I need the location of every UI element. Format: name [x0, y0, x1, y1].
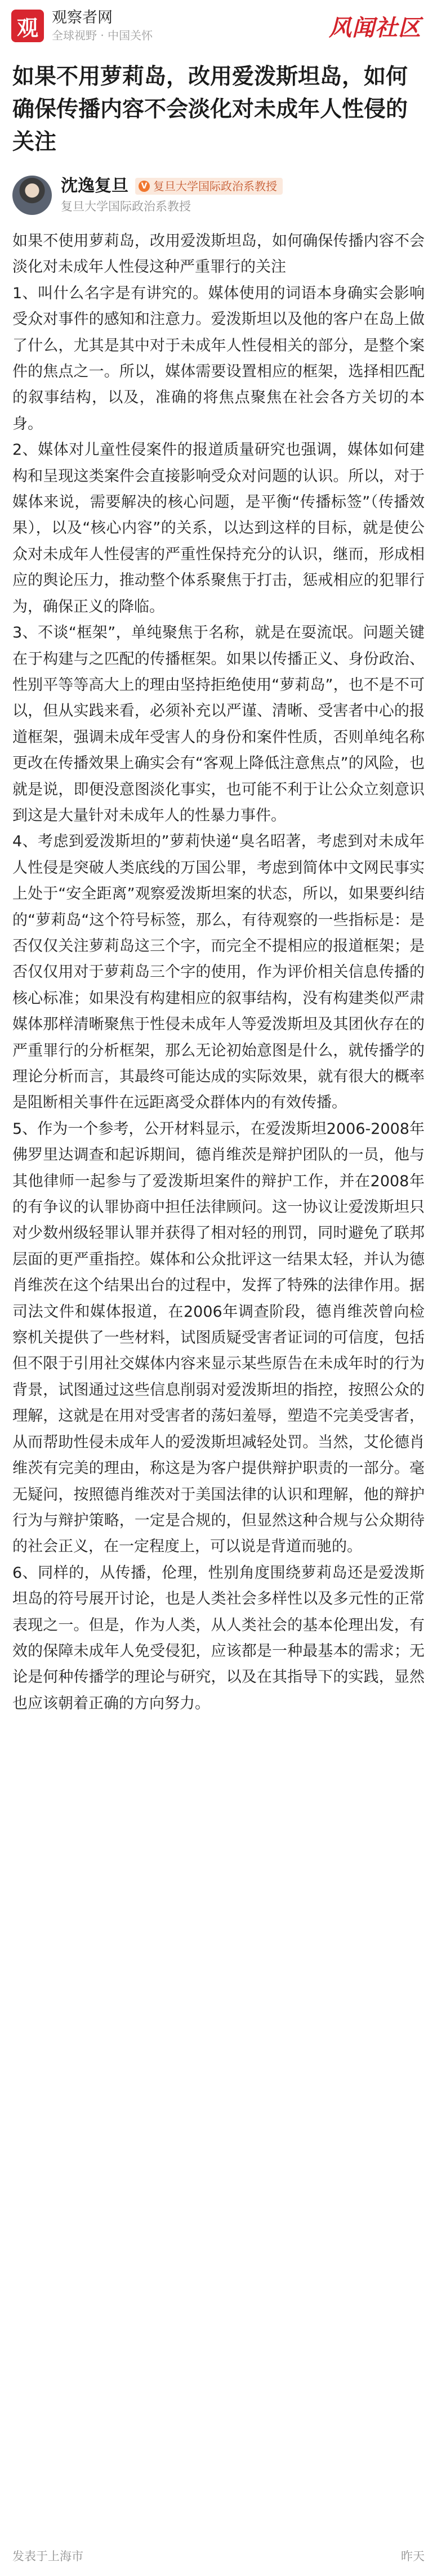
site-header [0, 0, 437, 52]
article-title: 如果不用萝莉岛，改用爱泼斯坦岛，如何确保传播内容不会淡化对未成年人性侵的关注 [12, 64, 408, 155]
brand-slogan: 全球视野 · 中国关怀 [52, 29, 153, 42]
publish-location: 发表于上海市 [12, 2550, 83, 2563]
author-row [61, 175, 283, 198]
paragraph: 4、考虑到爱泼斯坦的”萝莉快递“臭名昭著，考虑到对未成年人性侵是突破人类底线的万国公罪，考虑到简体中文网民事实上处于“安全距离”观察爱泼斯坦案的状态，所以，如果要纠结的“萝莉岛“这个符号标签，那么，有待观察的一些指标是：是否仅仅关注萝莉岛这三个字，而完全不提相应的报道框架；是否仅仅用对于萝莉岛三个字的使用，作为评价相关信息传播的核心标准；如果没有构建相应的叙事结构，没有构建类似严肃媒体那样清晰聚焦于性侵未成年人等爱泼斯坦及其团伙存在的严重罪行的分析框架，那么无论初始意图是什么，就传播学的理论分析而言，其最终可能达成的实际效果，就有很大的概率是阻断相关事件在远距离受众群体内的有效传播。 [12, 833, 425, 1112]
brand[interactable] [52, 8, 153, 43]
author-avatar[interactable] [12, 176, 52, 215]
paragraph: 6、同样的，从传播，伦理，性别角度围绕萝莉岛还是爱泼斯坦岛的符号展开讨论，也是人类社会多样性以及多元性的正常表现之一。但是，作为人类，从人类社会的基本伦理出发，有效的保障未成年人免受侵犯，应该都是一种最基本的需求；无论是何种传播学的理论与研究，以及在其指导下的实践，显然也应该朝着正确的方向努力。 [12, 1564, 425, 1712]
guancha-logo-icon[interactable]: 观 [11, 10, 44, 42]
article-body [12, 228, 425, 1717]
author-name[interactable]: 沈逸复旦 [61, 176, 128, 196]
verified-icon: V [139, 181, 150, 192]
brand-name: 观察者网 [52, 9, 113, 26]
paragraph: 3、不谈“框架”，单纯聚焦于名称，就是在耍流氓。问题关键在于构建与之匹配的传播框架。如果以传播正义、身份政治、性别平等等高大上的理由坚持拒绝使用“萝莉岛”，也不是不可以，但从实践来看，必须补充以严谨、清晰、受害者中心的报道框架，强调未成年受害人的身份和案件性质，否则单纯名称更改在传播效果上确实会有“客观上降低注意焦点”的风险，也就是说，即便没意图淡化事实，也可能不利于让公众立刻意识到这是大量针对未成年人的性暴力事件。 [12, 624, 425, 824]
verified-badge [135, 178, 283, 195]
paragraph: 如果不使用萝莉岛，改用爱泼斯坦岛，如何确保传播内容不会淡化对未成年人性侵这种严重罪行的关注 [12, 232, 425, 276]
publish-time: 昨天 [401, 2550, 425, 2563]
fengwen-community-logo[interactable]: 风闻社区 [329, 15, 421, 41]
author-description: 复旦大学国际政治系教授 [61, 200, 191, 213]
paragraph: 2、媒体对儿童性侵案件的报道质量研究也强调，媒体如何建构和呈现这类案件会直接影响受众对问题的认识。所以，对于媒体来说，需要解决的核心问题，是平衡“传播标签”（传播效果），以及“核心内容”的关系，以达到这样的目标，就是使公众对未成年人性侵害的严重性保持充分的认识，继而，形成相应的舆论压力，推动整个体系聚焦于打击，惩戒相应的犯罪行为，确保正义的降临。 [12, 441, 425, 616]
author-block [12, 172, 425, 218]
verified-badge-label: 复旦大学国际政治系教授 [153, 179, 277, 193]
author-info [61, 175, 283, 216]
article-footer [12, 2544, 425, 2567]
paragraph: 5、作为一个参考，公开材料显示，在爱泼斯坦2006-2008年佛罗里达调查和起诉期间，德肖维茨是辩护团队的一员，他与其他律师一起参与了爱泼斯坦案件的辩护工作，并在2008年的有争议的认罪协商中担任法律顾问。这一协议让爱泼斯坦只对少数州级轻罪认罪并获得了相对轻的刑罚，同时避免了联邦层面的更严重指控。媒体和公众批评这一结果太轻，并认为德肖维茨在这个结果出台的过程中，发挥了特殊的法律作用。据司法文件和媒体报道，在2006年调查阶段，德肖维茨曾向检察机关提供了一些材料，试图质疑受害者证词的可信度，包括但不限于引用社交媒体内容来显示某些原告在未成年时的行为背景，试图通过这些信息削弱对爱泼斯坦的指控，按照公众的理解，这就是在用对受害者的荡妇羞辱，塑造不完美受害者，从而帮助性侵未成年人的爱泼斯坦减轻处罚。当然，艾伦德肖维茨有完美的理由，称这是为客户提供辩护职责的一部分。毫无疑问，按照德肖维茨对于美国法律的认识和理解，他的辩护行为与辩护策略，一定是合规的，但显然这种合规与公众期待的社会正义，在一定程度上，可以说是背道而驰的。 [12, 1120, 425, 1556]
paragraph: 1、叫什么名字是有讲究的。媒体使用的词语本身确实会影响受众对事件的感知和注意力。爱泼斯坦以及他的客户在岛上做了什么，尤其是其中对于未成年人性侵相关的部分，是整个案件的焦点之一。所以，媒体需要设置相应的框架，选择相匹配的叙事结构，以及，准确的将焦点聚焦在社会各方关切的本身。 [12, 284, 425, 433]
